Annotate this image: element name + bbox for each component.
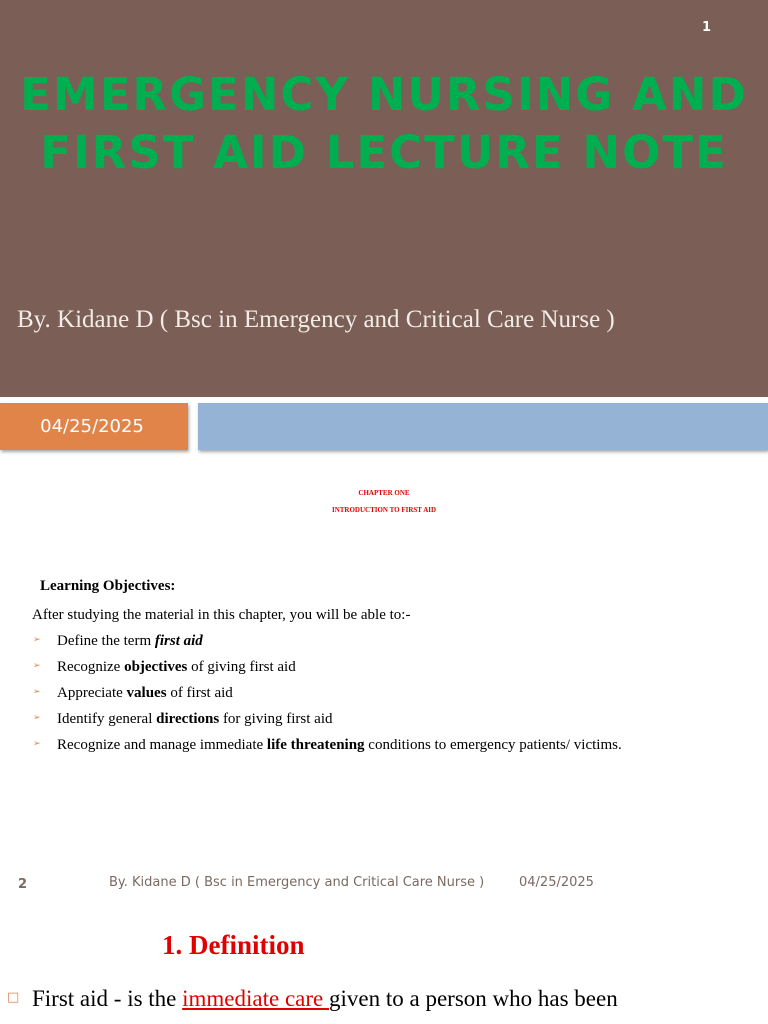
author-line: By. Kidane D ( Bsc in Emergency and Critical Care Nurse ): [17, 306, 615, 333]
chapter-title: INTRODUCTION TO FIRST AID: [331, 506, 437, 514]
objective-text: [57, 633, 203, 650]
objective-post: of giving first aid: [187, 659, 296, 675]
definition-emphasis: immediate care: [182, 986, 330, 1011]
arrow-bullet-icon: ➢: [33, 635, 41, 645]
page-title: EMERGENCY NURSING AND FIRST AID LECTURE NOTE: [20, 68, 748, 179]
objective-pre: Recognize and manage immediate: [57, 737, 267, 753]
definition-heading: 1. Definition: [162, 930, 305, 960]
learning-objectives-heading: Learning Objectives:: [40, 578, 176, 594]
objective-post: conditions to emergency patients/ victims.: [364, 737, 622, 753]
objective-text: [57, 737, 622, 754]
title-slide-background: [0, 0, 768, 397]
arrow-bullet-icon: ➢: [33, 739, 41, 749]
slide-2-page-number: 2: [18, 877, 28, 892]
objective-pre: Identify general: [57, 711, 157, 727]
objective-pre: Define the term: [57, 633, 155, 649]
objective-bold: first aid: [154, 633, 203, 649]
objective-bold: directions: [156, 711, 220, 727]
footer-author: By. Kidane D ( Bsc in Emergency and Critical Care Nurse ): [109, 875, 485, 890]
objective-pre: Recognize: [57, 659, 125, 675]
definition-pre: First aid - is the: [32, 986, 183, 1011]
arrow-bullet-icon: ➢: [33, 687, 41, 697]
objective-text: [57, 685, 233, 702]
square-bullet-icon: □: [7, 990, 20, 1005]
objective-bold: values: [126, 685, 167, 701]
objective-text: [57, 711, 333, 728]
date-badge: [0, 403, 188, 450]
footer-date: 04/25/2025: [519, 875, 594, 890]
objective-text: [57, 659, 296, 676]
objective-pre: Appreciate: [57, 685, 127, 701]
objective-bold: objectives: [124, 659, 188, 675]
definition-post: given to a person who has been: [329, 986, 618, 1011]
slide-1-page-number: 1: [702, 20, 712, 35]
learning-objectives-intro: After studying the material in this chapter, you will be able to:-: [32, 607, 411, 623]
arrow-bullet-icon: ➢: [33, 713, 41, 723]
objective-bold: life threatening: [266, 737, 365, 753]
decorative-blue-bar: [198, 403, 768, 450]
definition-text: [32, 986, 618, 1012]
arrow-bullet-icon: ➢: [33, 661, 41, 671]
objective-post: for giving first aid: [219, 711, 333, 727]
date-text: 04/25/2025: [40, 416, 144, 437]
objective-post: of first aid: [166, 685, 233, 701]
chapter-label: CHAPTER ONE: [358, 489, 410, 497]
